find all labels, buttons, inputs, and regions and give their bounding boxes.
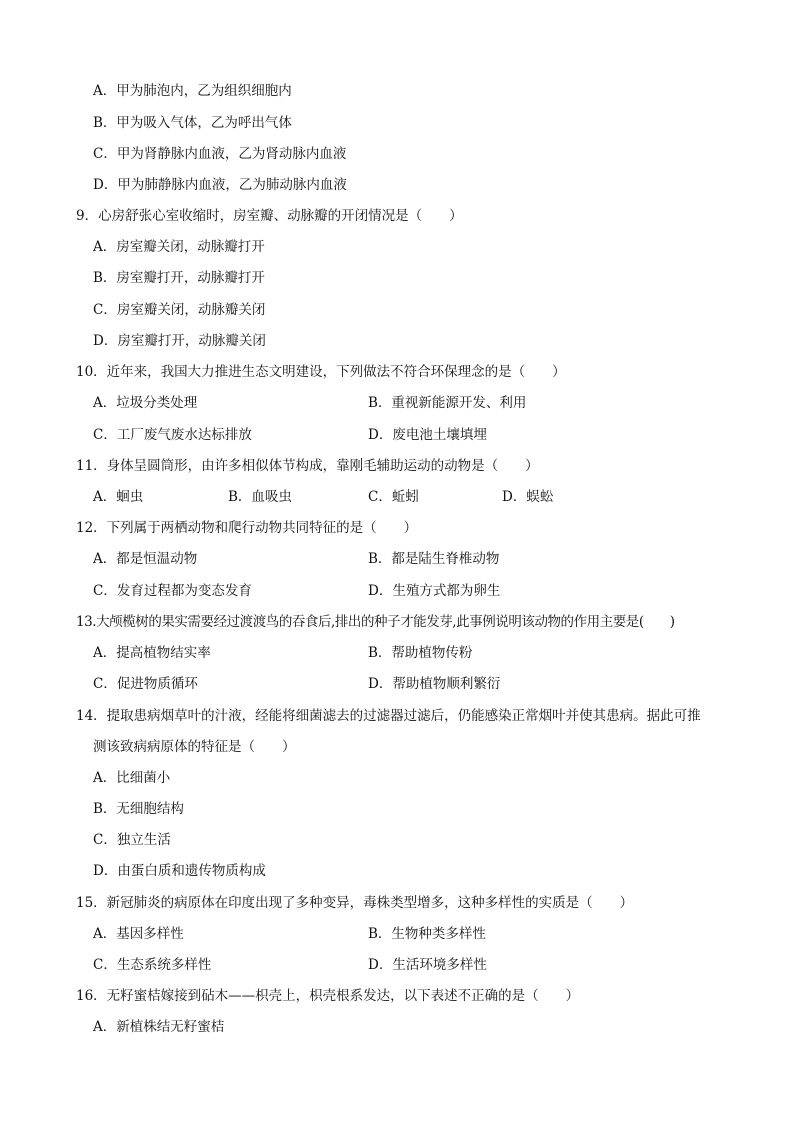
q15-option-d: D．生活环境多样性 xyxy=(368,957,487,973)
q14-stem-line1: 14．提取患病烟草叶的汁液，经能将细菌滤去的过滤器过滤后，仍能感染正常烟叶并使其患病。据此可推 xyxy=(76,708,701,724)
q10-option-d: D．废电池土壤填埋 xyxy=(368,427,487,443)
q8-option-c: C．甲为肾静脉内血液，乙为肾动脉内血液 xyxy=(93,146,347,162)
q9-option-d: D．房室瓣打开，动脉瓣关闭 xyxy=(93,333,266,349)
q10-option-c: C．工厂废气废水达标排放 xyxy=(93,427,252,443)
q11-option-d: D．蜈蚣 xyxy=(502,489,554,505)
q8-option-a: A．甲为肺泡内，乙为组织细胞内 xyxy=(93,83,292,99)
q12-option-d: D．生殖方式都为卵生 xyxy=(368,583,501,599)
q13-option-b: B．帮助植物传粉 xyxy=(368,645,473,661)
q8-option-d: D．甲为肺静脉内血液，乙为肺动脉内血液 xyxy=(93,177,347,193)
q8-option-b: B．甲为吸入气体，乙为呼出气体 xyxy=(93,115,292,131)
q14-option-a: A．比细菌小 xyxy=(93,770,171,786)
q16-stem: 16．无籽蜜桔嫁接到砧木——枳壳上，枳壳根系发达，以下表述不正确的是（ ） xyxy=(76,988,580,1004)
q12-option-b: B．都是陆生脊椎动物 xyxy=(368,551,500,567)
q14-option-d: D．由蛋白质和遗传物质构成 xyxy=(93,863,266,879)
q11-option-c: C．蚯蚓 xyxy=(368,489,419,505)
q16-option-a: A．新植株结无籽蜜桔 xyxy=(93,1019,225,1035)
q9-option-c: C．房室瓣关闭，动脉瓣关闭 xyxy=(93,302,266,318)
q10-stem: 10．近年来，我国大力推进生态文明建设，下列做法不符合环保理念的是（ ） xyxy=(76,364,566,380)
q15-option-b: B．生物种类多样性 xyxy=(368,926,486,942)
q11-option-b: B．血吸虫 xyxy=(228,489,292,505)
q14-option-c: C．独立生活 xyxy=(93,832,171,848)
q12-option-c: C．发育过程都为变态发育 xyxy=(93,583,252,599)
q10-option-a: A．垃圾分类处理 xyxy=(93,395,198,411)
q14-option-b: B．无细胞结构 xyxy=(93,801,184,817)
q9-stem: 9．心房舒张心室收缩时，房室瓣、动脉瓣的开闭情况是（ ） xyxy=(76,208,463,224)
q12-stem: 12．下列属于两栖动物和爬行动物共同特征的是（ ） xyxy=(76,520,418,536)
q11-stem: 11．身体呈圆筒形，由许多相似体节构成，靠刚毛辅助运动的动物是（ ） xyxy=(76,458,539,474)
q15-option-c: C．生态系统多样性 xyxy=(93,957,212,973)
q13-option-a: A．提高植物结实率 xyxy=(93,645,211,661)
q9-option-b: B．房室瓣打开，动脉瓣打开 xyxy=(93,270,265,286)
q13-option-d: D．帮助植物顺利繁衍 xyxy=(368,676,501,692)
q10-option-b: B．重视新能源开发、利用 xyxy=(368,395,527,411)
q14-stem-line2: 测该致病病原体的特征是（ ） xyxy=(93,739,296,755)
q11-option-a: A．蛔虫 xyxy=(93,489,144,505)
q13-option-c: C．促进物质循环 xyxy=(93,676,198,692)
q15-stem: 15．新冠肺炎的病原体在印度出现了多种变异，毒株类型增多，这种多样性的实质是（ ） xyxy=(76,895,634,911)
q13-stem: 13.大颅榄树的果实需要经过渡渡鸟的吞食后,排出的种子才能发芽,此事例说明该动物的作用主要是( ) xyxy=(76,614,675,630)
q12-option-a: A．都是恒温动物 xyxy=(93,551,198,567)
q15-option-a: A．基因多样性 xyxy=(93,926,184,942)
q9-option-a: A．房室瓣关闭，动脉瓣打开 xyxy=(93,239,265,255)
